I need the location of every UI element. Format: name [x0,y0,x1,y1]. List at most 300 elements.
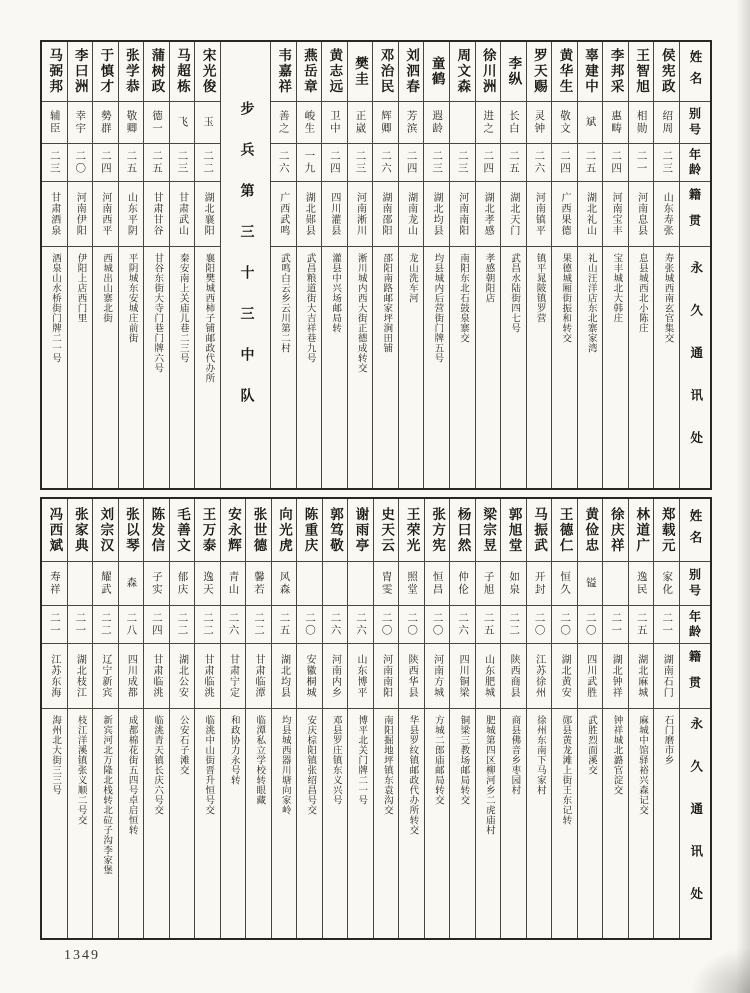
person-address [424,247,449,488]
person-name [119,42,144,102]
person-origin-text: 湖北麻城 [635,654,647,698]
person-name-text: 刘泗春 [404,48,420,95]
person-age [348,144,373,182]
person-alias [476,102,501,144]
person-alias-text: 子旭 [482,571,494,596]
person-age-text: 二三 [48,150,60,175]
person-origin [603,644,628,709]
person-name [93,42,118,102]
person-column [577,42,603,488]
person-origin-text: 陕西华县 [406,654,418,698]
person-alias [629,562,654,606]
person-origin-text: 四川武胜 [584,654,596,698]
person-origin-text: 甘肃临潭 [252,654,264,698]
person-age-text: 一九 [303,150,315,175]
person-age-text: 二〇 [380,612,392,637]
person-address-text: 武昌粮道街大吉祥巷九号 [304,253,315,363]
person-column [67,42,93,488]
person-name [424,42,449,102]
person-name-text: 于慎才 [98,48,114,95]
person-name [144,499,169,562]
person-origin-text: 四川铜梁 [457,654,469,698]
person-alias-text: 相勋 [635,110,647,135]
person-origin-text: 山东肥城 [482,654,494,698]
person-origin [399,644,424,709]
person-origin [195,182,220,247]
person-age [42,606,67,644]
person-name-text: 李曰洲 [72,48,88,95]
unit-title-column [220,42,270,488]
person-age [654,606,679,644]
person-age-text: 二二 [252,612,264,637]
person-address [450,709,475,938]
person-name [348,499,373,562]
person-name-text: 徐川洲 [480,48,496,95]
person-column [194,499,220,938]
person-age [373,144,398,182]
person-name-text: 陈发信 [149,506,165,554]
person-alias [603,562,628,606]
person-name-text: 燕岳章 [301,48,317,95]
person-age [297,144,322,182]
person-age-text: 二八 [125,612,137,637]
person-name [93,499,118,562]
person-address [119,709,144,938]
person-address-text: 甘谷东街大寺门巷门牌六号 [152,253,163,373]
person-alias [119,102,144,144]
person-alias-text: 逸天 [201,571,213,596]
person-age-text: 二四 [405,150,417,175]
person-age-text: 二五 [507,150,519,175]
person-alias [450,562,475,606]
person-alias [578,102,603,144]
person-alias [144,102,169,144]
person-address-text: 商县佛音乡枣园村 [509,715,520,795]
roster-table-bottom [40,497,712,940]
person-alias-text: 馨若 [252,571,264,596]
person-origin [246,644,271,709]
person-origin-text: 湖北黄安 [559,654,571,698]
person-age [476,144,501,182]
person-address [323,709,348,938]
person-age [68,606,93,644]
header-address: 永久通讯处 [688,717,703,930]
person-alias-text: 正崴 [354,110,366,135]
header-age: 年龄 [680,606,710,644]
person-alias-text: 恒久 [559,571,571,596]
person-origin [170,644,195,709]
person-origin-text: 安徽桐城 [304,654,316,698]
person-name [399,499,424,562]
person-name-text: 韦嘉祥 [276,48,292,95]
person-name [373,42,398,102]
person-alias [323,562,348,606]
person-address [170,709,195,938]
person-address [68,709,93,938]
person-origin-text: 广西果德 [558,192,570,236]
person-age-text: 二一 [48,612,60,637]
person-alias [425,562,450,606]
person-name [297,42,322,102]
person-name [144,42,169,102]
person-address [552,709,577,938]
person-alias [68,562,93,606]
person-origin [272,644,297,709]
header-column-bottom [679,499,710,938]
person-origin-text: 湖北钟祥 [610,654,622,698]
person-age [221,606,246,644]
person-name-text: 侯宪政 [659,48,675,95]
person-age-text: 二五 [278,612,290,637]
person-column [424,499,450,938]
person-column [143,42,169,488]
person-alias-text: 寿祥 [48,571,60,596]
person-column [526,499,552,938]
person-age [501,606,526,644]
person-alias [322,102,347,144]
person-alias [374,562,399,606]
person-name-text: 邓治民 [378,48,394,95]
person-age-text: 二〇 [559,612,571,637]
person-origin-text: 陕西商县 [508,654,520,698]
person-origin-text: 山东寿张 [661,192,673,236]
person-alias-text: 勢群 [99,110,111,135]
person-address [272,709,297,938]
person-address [271,247,296,488]
person-alias [501,102,526,144]
person-origin-text: 湖南石门 [661,654,673,698]
person-alias-text: 斌 [584,116,596,129]
person-column [475,42,501,488]
person-address-text: 麻城中馆驿裕兴森记交 [636,715,647,815]
person-address-text: 礼山汪洋店东北寨家湾 [585,253,596,353]
person-age-text: 二三 [176,150,188,175]
person-alias [144,562,169,606]
person-age [93,144,118,182]
person-age-text: 二四 [482,150,494,175]
person-age [119,144,144,182]
person-origin-text: 江苏徐州 [533,654,545,698]
person-address [93,247,118,488]
person-column [602,42,628,488]
person-alias [654,102,679,144]
person-age [170,144,195,182]
person-alias [195,562,220,606]
person-alias [170,562,195,606]
person-name-text: 王智旭 [634,48,650,95]
person-column [296,42,322,488]
person-address-text: 襄阳樊城西柿子铺邮政代办所 [203,253,214,383]
person-column [347,42,373,488]
person-name [297,499,322,562]
scan-corner-shadow [690,947,750,993]
person-name-text: 王万泰 [200,506,216,554]
person-name [654,42,679,102]
person-age-text: 二五 [125,150,137,175]
person-origin [578,182,603,247]
person-age-text: 二三 [456,150,468,175]
person-age-text: 二六 [457,612,469,637]
person-name-text: 王荣光 [404,506,420,554]
person-address-text: 均县城内后营街门牌五号 [432,253,443,363]
person-address [476,247,501,488]
person-address [450,247,475,488]
person-age [348,606,373,644]
person-address-text: 武鸣白云乡云川第二村 [279,253,290,353]
person-alias-text: 森 [125,577,137,590]
person-age-text: 二〇 [584,612,596,637]
person-alias [501,562,526,606]
person-address [373,247,398,488]
person-address-text: 石门磨市乡 [662,715,673,765]
person-alias-text: 逸民 [635,571,647,596]
person-name-text: 张学恭 [123,48,139,95]
person-age-text: 二二 [176,612,188,637]
person-address [348,709,373,938]
person-alias [246,562,271,606]
person-name-text: 黄志远 [327,48,343,95]
person-origin-text: 辽宁新宾 [99,654,111,698]
person-name-text: 张世德 [251,506,267,554]
person-address-text: 镇平晁陂镇罗营 [534,253,545,323]
person-origin-text: 河南西平 [99,192,111,236]
person-name-text: 谢雨亭 [353,506,369,554]
header-column-top [679,42,710,488]
person-column [245,499,271,938]
person-name-text: 史天云 [379,506,395,554]
person-name [195,499,220,562]
person-alias-text: 芳滨 [405,110,417,135]
person-alias [603,102,628,144]
person-address [246,709,271,938]
person-age-text: 二六 [227,612,239,637]
person-alias [297,562,322,606]
person-age-text: 二四 [150,612,162,637]
person-alias-text: 胄雯 [380,571,392,596]
person-age [93,606,118,644]
person-origin [424,182,449,247]
person-age [144,606,169,644]
person-age-text: 二四 [558,150,570,175]
person-origin-text: 甘肃宁定 [227,654,239,698]
person-column [449,499,475,938]
person-origin-text: 湖北均县 [431,192,443,236]
person-origin [654,182,679,247]
person-alias-text: 卫中 [328,110,340,135]
person-origin [654,644,679,709]
person-column [398,42,424,488]
person-origin-text: 湖北均县 [278,654,290,698]
person-origin [629,182,654,247]
person-name-text: 徐庆祥 [608,506,624,554]
person-origin [348,644,373,709]
person-name [501,42,526,102]
person-column [271,499,297,938]
person-address [399,709,424,938]
person-age [42,144,67,182]
person-origin-text: 河南南阳 [456,192,468,236]
person-origin [322,182,347,247]
person-origin [271,182,296,247]
person-origin [119,182,144,247]
person-name [552,499,577,562]
person-origin-text: 四川成都 [125,654,137,698]
person-name [578,42,603,102]
person-address [144,247,169,488]
person-age-text: 二六 [277,150,289,175]
person-name [552,42,577,102]
person-name [68,42,93,102]
person-name-text: 毛善文 [174,506,190,554]
person-address-text: 公安石子滩交 [177,715,188,775]
person-address [42,247,67,488]
person-address [119,247,144,488]
person-address-text: 淅川城内西大街正德成转交 [355,253,366,373]
person-age [424,144,449,182]
person-alias [297,102,322,144]
person-address-text: 息县城西北小陈庄 [636,253,647,333]
person-alias-text: 镒 [584,577,596,590]
person-name [476,499,501,562]
person-address-text: 铜梁三教场邮局转交 [458,715,469,805]
person-name-text: 刘宗汉 [98,506,114,554]
person-name-text: 蒲树政 [149,48,165,95]
person-age-text: 二四 [328,150,340,175]
person-alias [170,102,195,144]
person-origin [425,644,450,709]
person-origin [399,182,424,247]
person-origin [93,182,118,247]
person-origin [170,182,195,247]
person-column [194,42,220,488]
person-address [578,247,603,488]
person-name [195,42,220,102]
person-address [501,709,526,938]
person-origin [552,182,577,247]
unit-title-text: 步兵第三十三中队 [238,101,254,429]
person-name [271,42,296,102]
person-alias-text: 玉 [202,116,214,129]
person-alias-text: 德一 [150,110,162,135]
person-origin [603,182,628,247]
person-alias-text: 仲伦 [457,571,469,596]
person-alias-text: 绍周 [661,110,673,135]
person-age [527,606,552,644]
person-origin [221,644,246,709]
person-name-text: 郭旭堂 [506,506,522,554]
person-name [450,499,475,562]
person-origin-text: 河南淅川 [354,192,366,236]
person-name [603,499,628,562]
person-column [653,42,679,488]
person-age [450,606,475,644]
person-column [628,42,654,488]
person-age-text: 二一 [74,612,86,637]
person-origin-text: 河南伊阳 [74,192,86,236]
person-origin-text: 河南内乡 [329,654,341,698]
person-alias-text: 飞 [176,116,188,129]
person-name [170,42,195,102]
person-origin [144,182,169,247]
person-address [629,709,654,938]
person-name-text: 宋光俊 [200,48,216,95]
person-origin-text: 湖北孝感 [482,192,494,236]
person-age [399,606,424,644]
person-column [602,499,628,938]
person-name-text: 郑载元 [659,506,675,554]
person-address-text: 安庆棕阳镇张绍昌号交 [305,715,316,815]
person-alias-text: 灵钟 [533,110,545,135]
person-age-text: 二一 [635,150,647,175]
person-column [551,42,577,488]
person-column [270,42,296,488]
person-origin [501,644,526,709]
person-address [297,247,322,488]
person-origin [348,182,373,247]
person-alias-text: 风森 [278,571,290,596]
person-origin [68,644,93,709]
header-address: 永久通讯处 [688,261,703,474]
person-alias-text: 进之 [482,110,494,135]
person-name [322,42,347,102]
person-origin [374,644,399,709]
person-column [475,499,501,938]
person-address-text: 秦安南上关庙儿巷二三号 [177,253,188,363]
person-column [220,499,246,938]
person-address-text: 平阴城东安城庄前街 [126,253,137,343]
person-address [527,247,552,488]
person-address [221,709,246,938]
person-address-text: 海州北大街三三号 [50,715,61,795]
person-origin-text: 河南宝丰 [610,192,622,236]
person-origin-text: 河南方城 [431,654,443,698]
person-column [628,499,654,938]
person-age [425,606,450,644]
person-address [348,247,373,488]
person-name-text: 张方宪 [430,506,446,554]
person-column [42,42,67,488]
person-address-text: 邓县罗庄镇东义兴号 [330,715,341,805]
person-age [272,606,297,644]
person-age-text: 二五 [482,612,494,637]
person-column [449,42,475,488]
person-age-text: 二二 [201,612,213,637]
person-address-text: 果德城厢街振和转交 [560,253,571,343]
person-origin [93,644,118,709]
person-column [67,499,93,938]
person-age-text: 二六 [380,150,392,175]
person-name [68,499,93,562]
person-alias [195,102,220,144]
person-name [527,42,552,102]
person-name [501,499,526,562]
person-origin-text: 湖北枝江 [74,654,86,698]
person-address [144,709,169,938]
person-alias-text: 家化 [661,571,673,596]
person-origin-text: 山东平阴 [125,192,137,236]
header-name: 姓名 [680,42,710,102]
person-name [629,42,654,102]
person-age [629,606,654,644]
person-age [476,606,501,644]
person-column [398,499,424,938]
person-age [271,144,296,182]
person-name-text: 李邦采 [608,48,624,95]
person-column [373,499,399,938]
person-origin [552,644,577,709]
person-address [603,247,628,488]
person-alias [42,562,67,606]
